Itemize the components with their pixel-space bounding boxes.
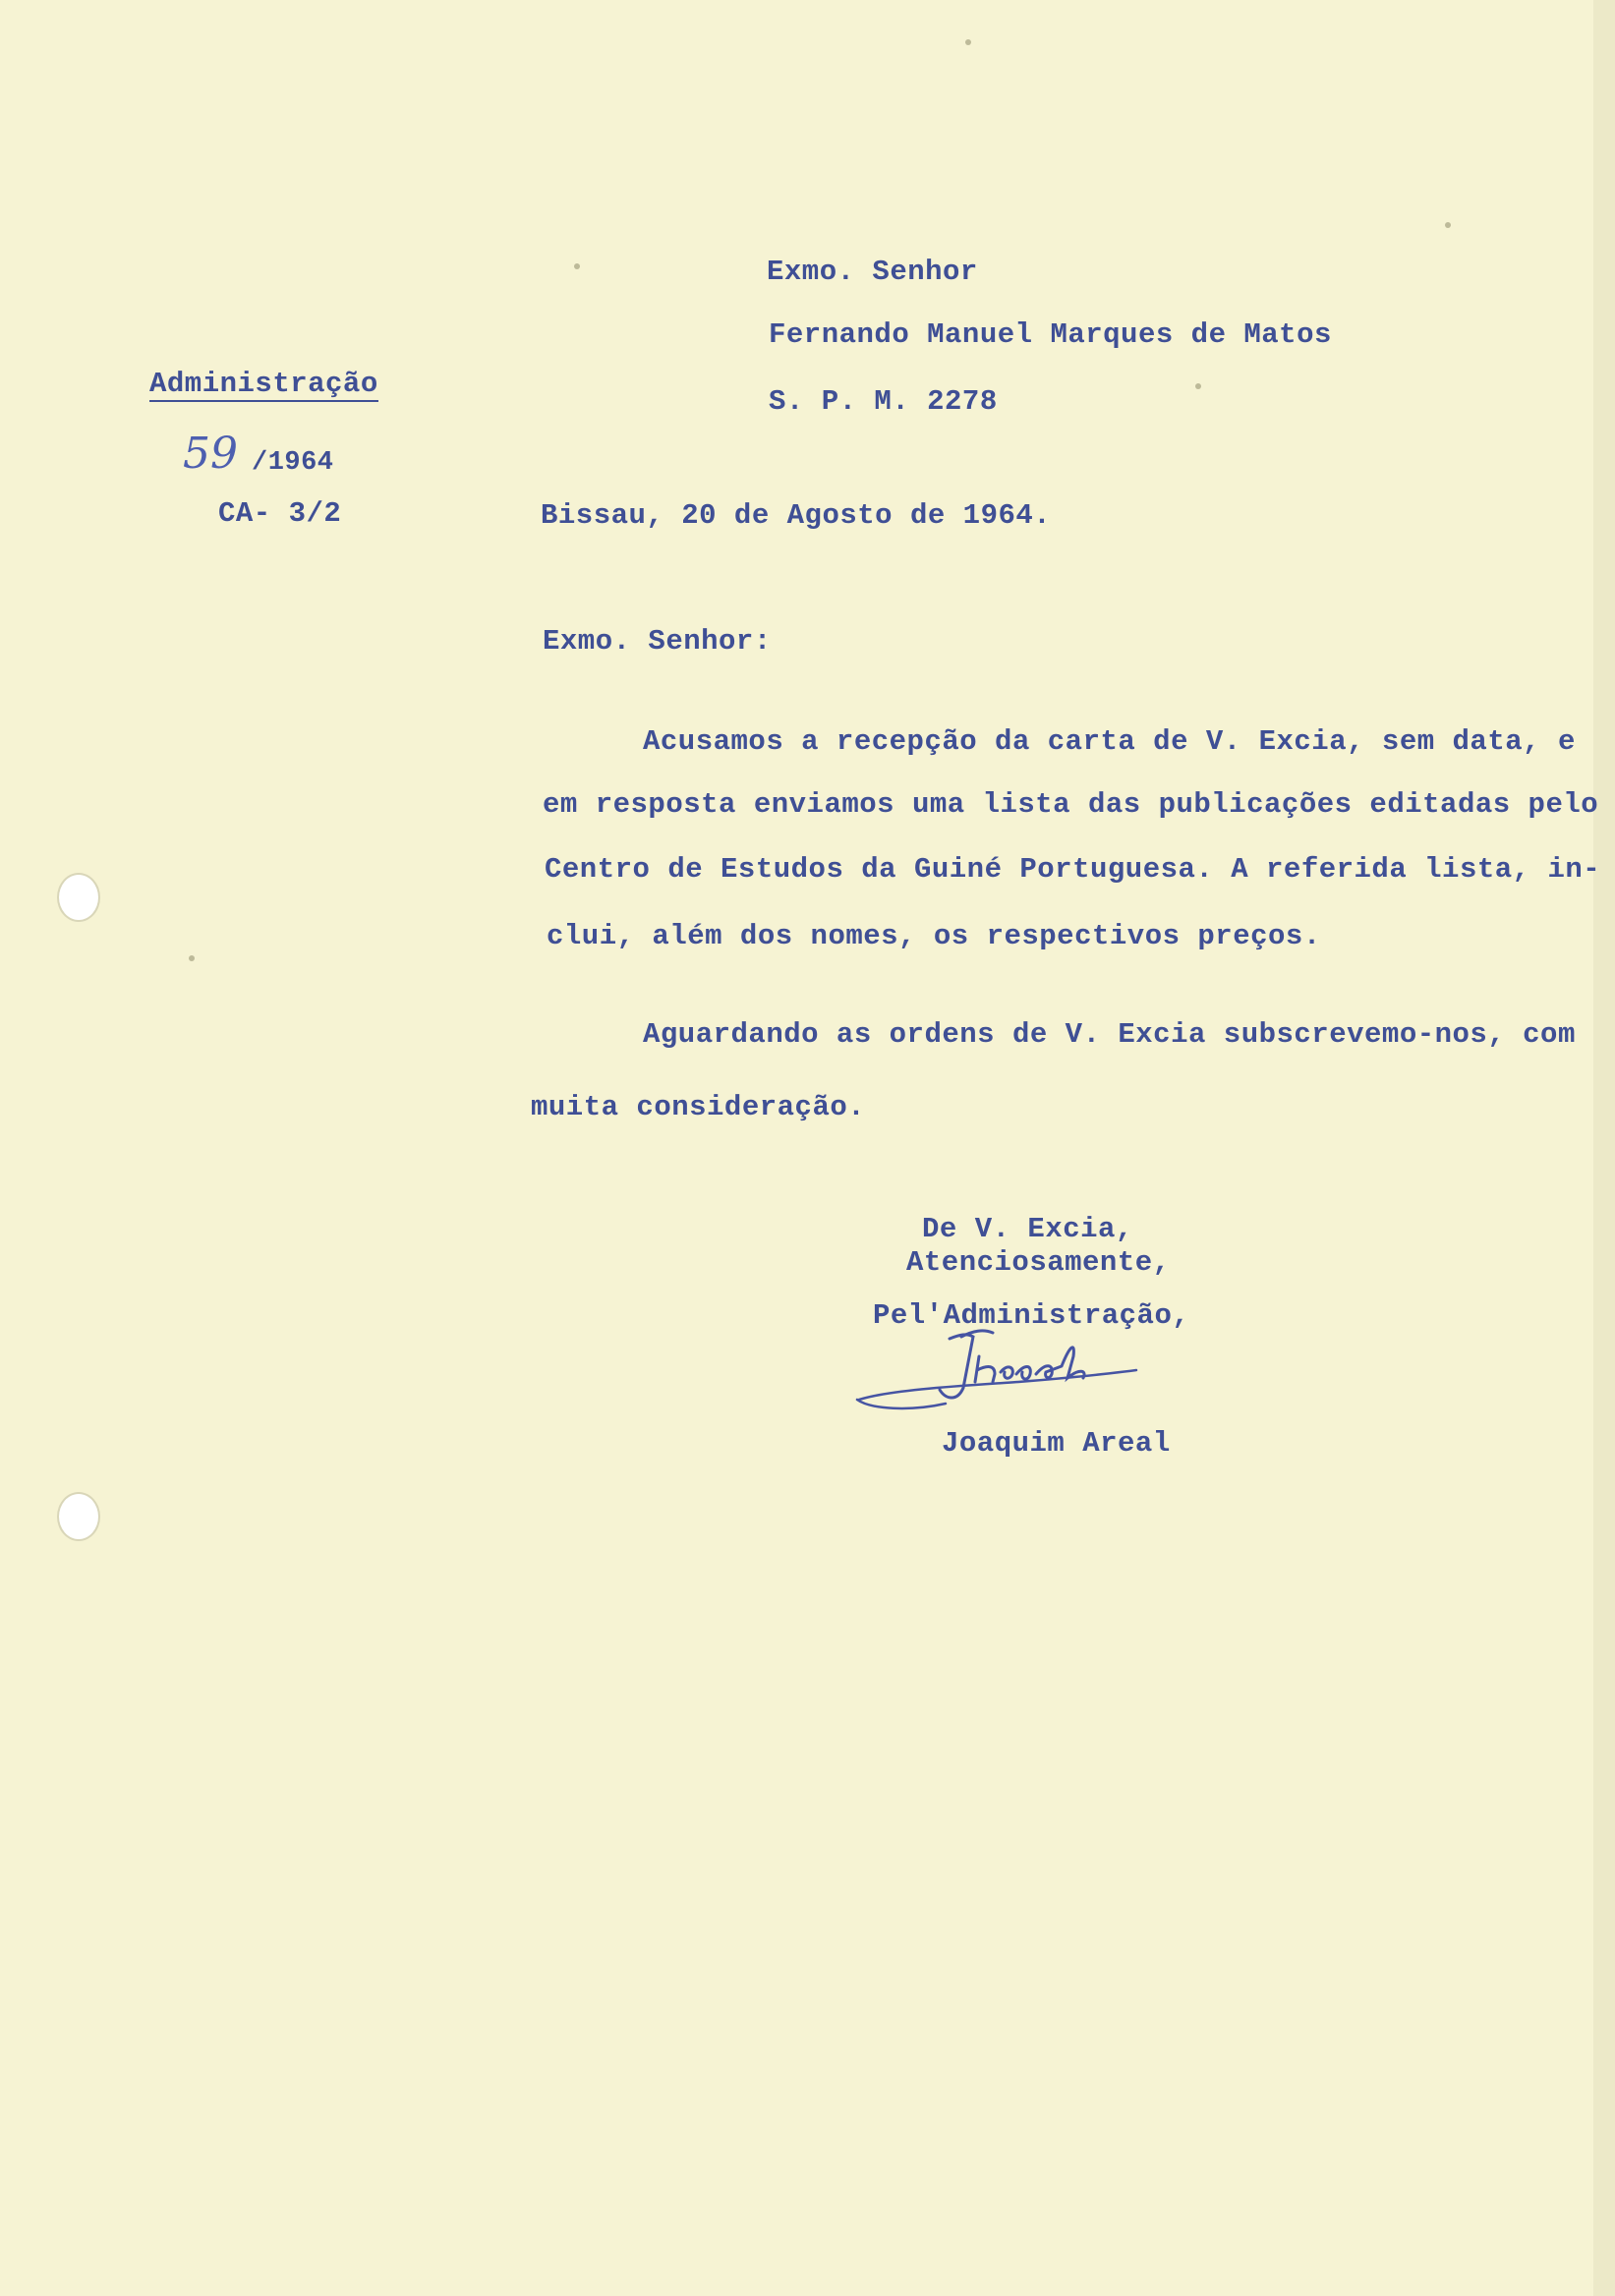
signatory-name: Joaquim Areal [942, 1427, 1171, 1460]
recipient-salutation: Exmo. Senhor [767, 256, 978, 288]
reference-year: /1964 [252, 448, 334, 478]
paper-edge [1593, 0, 1615, 2296]
paper-speck [189, 955, 195, 961]
body-line: muita consideração. [531, 1091, 866, 1123]
body-line: Acusamos a recepção da carta de V. Excia, sem data, e [643, 725, 1576, 758]
closing-line: Pel'Administração, [873, 1299, 1190, 1332]
department-heading: Administração [149, 368, 378, 400]
handwritten-reference-number: 59 [183, 429, 238, 479]
signature-scribble [851, 1317, 1166, 1425]
punch-hole-top [57, 873, 100, 922]
paper-speck [1445, 222, 1451, 228]
recipient-address: S. P. M. 2278 [769, 385, 998, 418]
body-line: Centro de Estudos da Guiné Portuguesa. A referida lista, in- [545, 853, 1601, 886]
body-line: Aguardando as ordens de V. Excia subscrevemo-nos, com [643, 1018, 1576, 1051]
closing-line: Atenciosamente, [906, 1246, 1171, 1279]
paper-speck [1195, 383, 1201, 389]
recipient-name: Fernando Manuel Marques de Matos [769, 318, 1332, 351]
closing-line: De V. Excia, [922, 1213, 1133, 1245]
body-line: em resposta enviamos uma lista das publicações editadas pelo [543, 788, 1599, 821]
place-date: Bissau, 20 de Agosto de 1964. [541, 499, 1052, 532]
greeting: Exmo. Senhor: [543, 625, 772, 658]
punch-hole-bottom [57, 1492, 100, 1541]
body-line: clui, além dos nomes, os respectivos preços. [547, 920, 1321, 952]
reference-code: CA- 3/2 [218, 497, 342, 530]
paper-speck [574, 263, 580, 269]
paper-speck [965, 39, 971, 45]
